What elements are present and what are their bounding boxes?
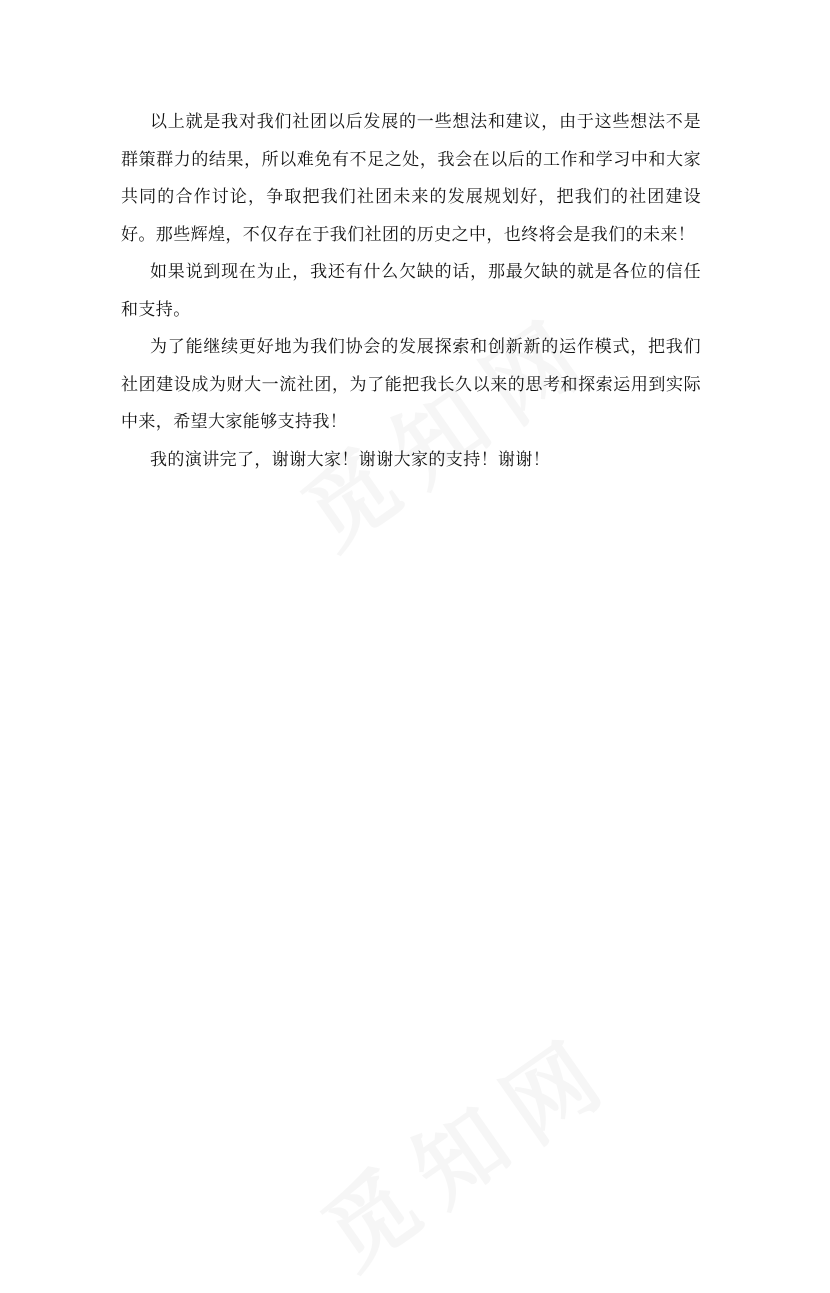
- paragraph: 我的演讲完了，谢谢大家！谢谢大家的支持！谢谢！: [150, 449, 551, 470]
- document-body: [121, 104, 701, 479]
- paragraph: 为了能继续更好地为我们协会的发展探索和创新新的运作模式，把我们社团建设成为财大一流社团，为了能把我长久以来的思考和探索运用到实际中来，希望大家能够支持我！: [121, 337, 701, 432]
- paragraph: 如果说到现在为止，我还有什么欠缺的话，那最欠缺的就是各位的信任和支持。: [121, 262, 701, 320]
- paragraph: 以上就是我对我们社团以后发展的一些想法和建议，由于这些想法不是群策群力的结果，所以难免有不足之处，我会在以后的工作和学习中和大家共同的合作讨论，争取把我们社团未来的发展规划好，把我们的社团建设好。那些辉煌，不仅存在于我们社团的历史之中，也终将会是我们的未来！: [121, 112, 701, 245]
- watermark: [293, 997, 638, 1293]
